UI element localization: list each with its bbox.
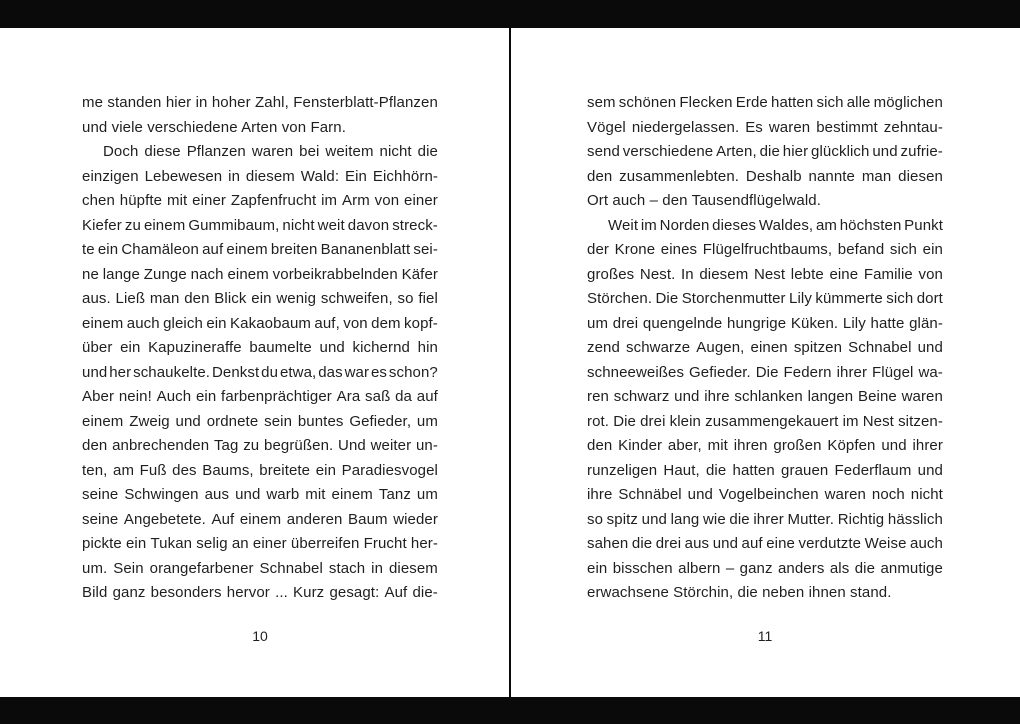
text-line: sahen die drei aus und auf eine verdutzte Weise auch	[587, 535, 943, 552]
text-line: ihre Schnäbel und Vogelbeinchen waren noch nicht	[587, 486, 943, 503]
page-left	[82, 91, 438, 648]
text-line: Weit im Norden dieses Waldes, am höchsten Punkt	[608, 216, 943, 234]
text-line: einem auch gleich ein Kakaobaum auf, von dem kopf-	[82, 314, 438, 332]
page-number: 10	[252, 627, 268, 644]
text-line: um. Sein orangefarbener Schnabel stach in diesem	[82, 559, 438, 577]
text-line: Ort auch – den Tausendflügelwald.	[587, 192, 822, 209]
text-line: über ein Kapuzineraffe baumelte und kichernd hin	[82, 339, 438, 356]
bottom-border	[0, 697, 1020, 724]
text-line: rot. Die drei klein zusammengekauert im Nest sitzen-	[587, 412, 943, 430]
text-line: erwachsene Störchin, die neben ihnen stand.	[587, 584, 892, 601]
text-line: pickte ein Tukan selig an einer überreifen Frucht her-	[82, 535, 438, 552]
text-line: ein bisschen albern – ganz anders als die anmutige	[587, 559, 943, 577]
page-left-text	[82, 91, 438, 606]
text-line: aus. Ließ man den Blick ein wenig schweifen, so fiel	[82, 290, 438, 307]
text-line: Kiefer zu einem Gummibaum, nicht weit davon streck-	[82, 216, 438, 234]
text-line: ne lange Zunge nach einem vorbeikrabbelnden Käfer	[82, 265, 438, 283]
text-line: Störchen. Die Storchenmutter Lily kümmerte sich dort	[587, 290, 943, 307]
text-line: Bild ganz besonders hervor ... Kurz gesagt: Auf die-	[82, 584, 438, 601]
text-line: ten, am Fuß des Baums, breitete ein Paradiesvogel	[82, 461, 438, 479]
text-line: um drei quengelnde hungrige Küken. Lily hatte glän-	[587, 314, 943, 332]
text-line: me standen hier in hoher Zahl, Fensterblatt-Pflanzen	[82, 94, 438, 111]
page-divider	[509, 28, 511, 697]
text-line: ren schwarz und ihre schlanken langen Beine waren	[587, 388, 943, 405]
text-line: zend schwarze Augen, einen spitzen Schnabel und	[587, 339, 943, 356]
text-line: den anbrechenden Tag zu begrüßen. Und weiter un-	[82, 437, 438, 454]
text-line: so spitz und lang wie die ihrer Mutter. Richtig hässlich	[587, 510, 943, 528]
text-line: send verschiedene Arten, die hier glücklich und zufrie-	[587, 143, 943, 160]
text-line: Doch diese Pflanzen waren bei weitem nicht die	[103, 143, 438, 160]
text-line: chen hüpfte mit einer Zapfenfrucht im Arm von einer	[82, 192, 438, 209]
text-line: Vögel niedergelassen. Es waren bestimmt zehntau-	[587, 118, 943, 136]
text-line: einem Zweig und ordnete sein buntes Gefieder, um	[82, 412, 438, 430]
text-line: großes Nest. In diesem Nest lebte eine Familie von	[587, 265, 943, 283]
page-right-text	[587, 91, 943, 606]
text-line: schneeweißes Gefieder. Die Federn ihrer Flügel wa-	[587, 363, 943, 381]
text-line: und her schaukelte. Denkst du etwa, das war es schon?	[82, 363, 438, 381]
top-border	[0, 0, 1020, 28]
text-line: seine Angebetete. Auf einem anderen Baum wieder	[82, 510, 438, 528]
text-line: seine Schwingen aus und warb mit einem Tanz um	[82, 486, 438, 503]
page-number: 11	[757, 627, 773, 644]
text-line: der Krone eines Flügelfruchtbaums, befand sich ein	[587, 241, 943, 258]
text-line: Aber nein! Auch ein farbenprächtiger Ara saß da auf	[82, 388, 438, 405]
text-line: und viele verschiedene Arten von Farn.	[82, 118, 346, 136]
text-line: runzeligen Haut, die hatten grauen Federflaum und	[587, 461, 943, 479]
text-line: te ein Chamäleon auf einem breiten Bananenblatt sei-	[82, 241, 438, 258]
text-line: den zusammenlebten. Deshalb nannte man diesen	[587, 167, 943, 185]
text-line: den Kinder aber, mit ihren großen Köpfen und ihrer	[587, 437, 943, 454]
text-line: einzigen Lebewesen in diesem Wald: Ein Eichhörn-	[82, 167, 438, 185]
text-line: sem schönen Flecken Erde hatten sich alle möglichen	[587, 94, 943, 111]
page-right	[587, 91, 943, 648]
